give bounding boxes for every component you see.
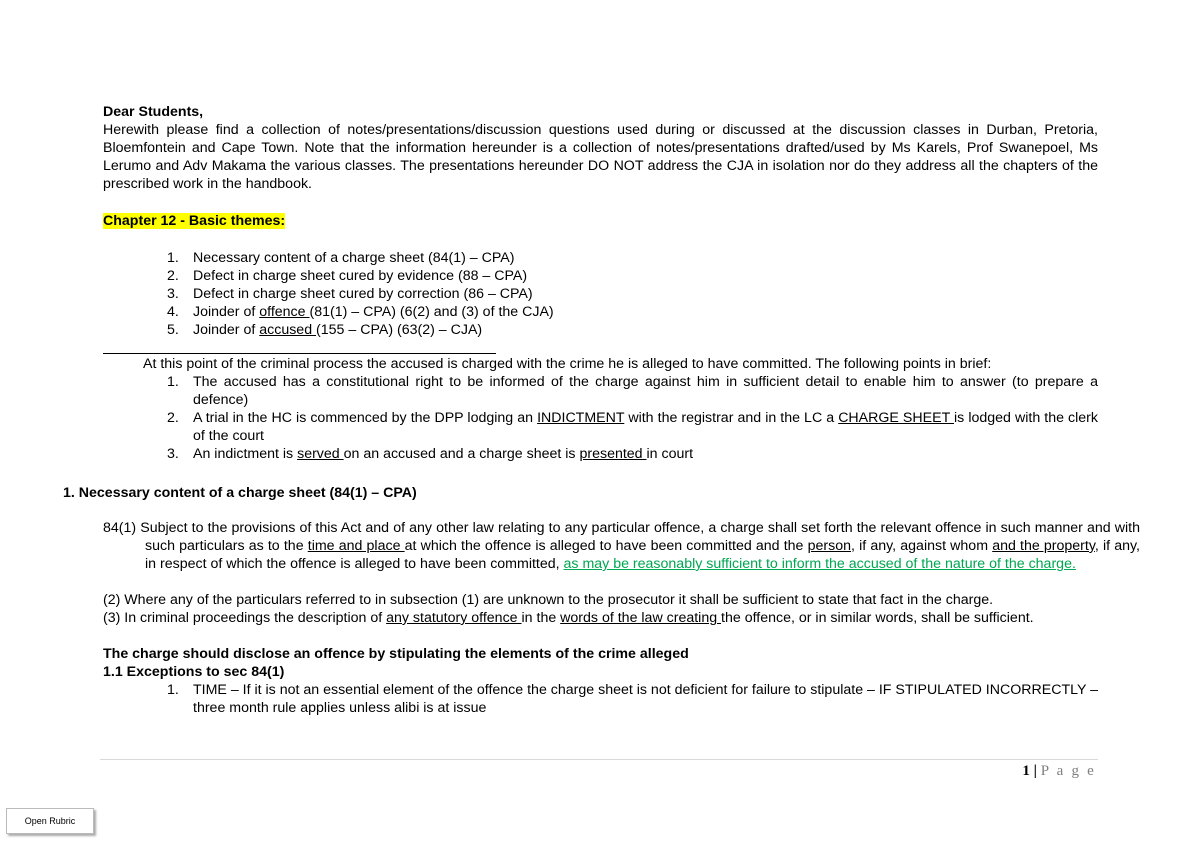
list-number: 1. (167, 250, 179, 266)
paragraph-text: (3) In criminal proceedings the description of (103, 610, 387, 626)
list-number: 1. (167, 374, 179, 390)
underlined-term: any statutory offence (386, 610, 522, 626)
list-text: in court (646, 446, 694, 462)
underlined-term: INDICTMENT (537, 410, 625, 426)
list-item (167, 321, 1097, 339)
page-number-footer (1022, 762, 1096, 780)
chapter-heading-wrap (103, 212, 285, 230)
underlined-term: and the property (992, 538, 1095, 554)
s84-1-paragraph (103, 519, 1140, 573)
underlined-term: accused (259, 322, 317, 338)
list-text: A trial in the HC is commenced by the DPP lodging an (193, 410, 538, 426)
underlined-term: CHARGE SHEET (838, 410, 955, 426)
disclose-heading: The charge should disclose an offence by stipulating the elements of the crime alleged (103, 646, 689, 662)
paragraph-text: the offence, or in similar words, shall be sufficient. (721, 610, 1034, 626)
list-text: An indictment is (193, 446, 298, 462)
list-number: 5. (167, 322, 179, 338)
list-text: TIME – If it is not an essential element of the offence the charge sheet is not deficient for failure to stipulate – IF STIPULATED INCORRECTLY – three month rule applies unless alibi is at issue (193, 682, 1099, 716)
list-text: (81(1) – CPA) (6(2) and (3) of the CJA) (309, 304, 554, 320)
paragraph-text: in the (521, 610, 561, 626)
exceptions-list (167, 681, 1098, 717)
underlined-term: served (297, 446, 344, 462)
paragraph-text: , if any, in respect of which the offence is alleged to have been committed, (145, 538, 1141, 572)
list-text: (155 – CPA) (63(2) – CJA) (316, 322, 483, 338)
list-text: Defect in charge sheet cured by evidence (88 – CPA) (193, 268, 528, 284)
section-heading: 1. Necessary content of a charge sheet (84(1) – CPA) (63, 485, 417, 501)
list-text: Necessary content of a charge sheet (84(1) – CPA) (193, 250, 515, 266)
separator-line (103, 353, 496, 354)
paragraph-text: 84(1) Subject to the provisions of this Act and of any other law relating to any particular offence, a charge shall set forth the relevant offence in such manner and with such particulars as to the (103, 520, 1140, 554)
list-item (167, 445, 1098, 463)
underlined-term: words of the law creating (560, 610, 722, 626)
s84-3-paragraph (103, 609, 1140, 627)
list-item (167, 249, 1097, 267)
list-number: 4. (167, 304, 179, 320)
themes-list (167, 249, 1097, 339)
page-separator: | (1033, 763, 1037, 779)
paragraph-text: at which the offence is alleged to have been committed and the (404, 538, 808, 554)
underlined-term: presented (579, 446, 647, 462)
list-text: Joinder of (193, 322, 260, 338)
list-text: with the registrar and in the LC a (624, 410, 839, 426)
list-text: Defect in charge sheet cured by correction (86 – CPA) (193, 286, 533, 302)
exceptions-heading: 1.1 Exceptions to sec 84(1) (103, 664, 285, 680)
process-intro: At this point of the criminal process the accused is charged with the crime he is alleged to have committed. The following points in brief: (143, 356, 992, 372)
underlined-term: time and place (307, 538, 405, 554)
points-list (167, 373, 1098, 463)
list-number: 1. (167, 682, 179, 698)
page-number: 1 (1022, 763, 1030, 779)
list-item (167, 285, 1097, 303)
intro-paragraph: Herewith please find a collection of notes/presentations/discussion questions used during or discussed at the discussion classes in Durban, Pretoria, Bloemfontein and Cape Town. Note that the information hereunder is a collection of notes/presentations drafted/used by Ms Karels, Prof Swanepoel, Ms Lerumo and Adv Makama the various classes. The presentations hereunder DO NOT address the CJA in isolation nor do they address all the chapters of the prescribed work in the handbook. (103, 122, 1098, 192)
list-item (167, 681, 1098, 717)
highlighted-green-text: as may be reasonably sufficient to inform the accused of the nature of the charge. (563, 556, 1076, 572)
list-text: The accused has a constitutional right to be informed of the charge against him in sufficient detail to enable him to answer (to prepare a defence) (193, 374, 1098, 408)
open-rubric-button[interactable]: Open Rubric (6, 808, 94, 834)
list-item (167, 373, 1098, 409)
list-number: 2. (167, 410, 179, 426)
intro-block (103, 103, 1098, 193)
list-text: on an accused and a charge sheet is (343, 446, 580, 462)
underlined-term: offence (259, 304, 310, 320)
list-item (167, 267, 1097, 285)
underlined-term: person (807, 538, 851, 554)
chapter-heading: Chapter 12 - Basic themes: (103, 213, 286, 229)
s84-2-paragraph: (2) Where any of the particulars referred to in subsection (1) are unknown to the prosecutor it shall be sufficient to state that fact in the charge. (103, 592, 994, 608)
greeting: Dear Students, (103, 104, 204, 120)
list-number: 3. (167, 446, 179, 462)
page-label: P a g e (1040, 763, 1096, 779)
list-number: 3. (167, 286, 179, 302)
list-number: 2. (167, 268, 179, 284)
paragraph-text: , if any, against whom (851, 538, 993, 554)
list-text: Joinder of (193, 304, 260, 320)
list-text: is lodged with the clerk of the court (193, 410, 1098, 444)
list-item (167, 303, 1097, 321)
list-item (167, 409, 1098, 445)
footer-rule (100, 759, 1098, 760)
